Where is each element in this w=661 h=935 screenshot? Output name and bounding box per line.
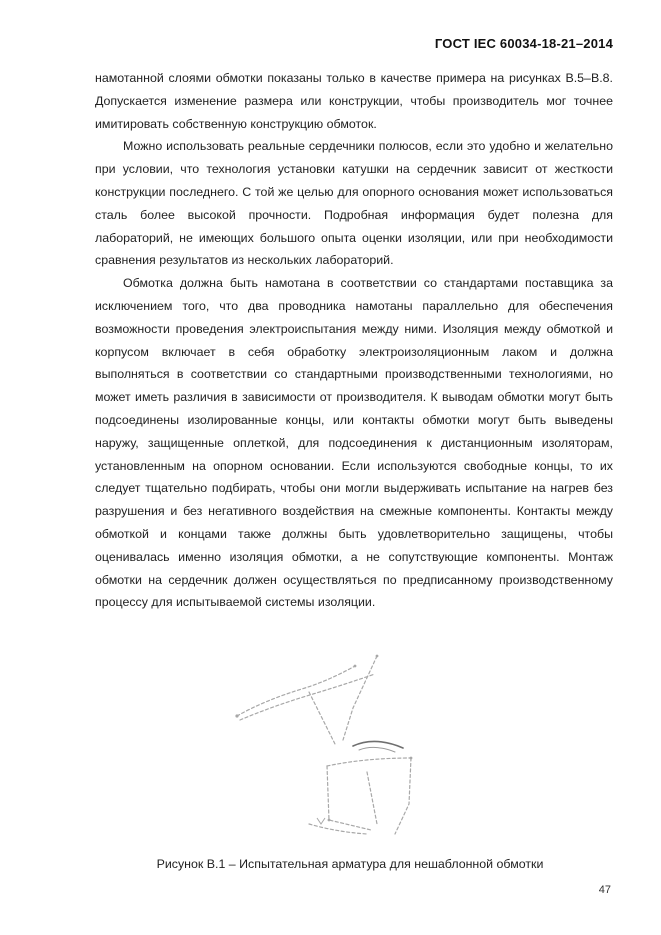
fixture-node-5 [328, 819, 331, 822]
figure-caption: Рисунок В.1 – Испытательная арматура для нешаблонной обмотки [156, 857, 544, 871]
page-number: 47 [598, 884, 611, 896]
fixture-arm-lower [240, 674, 375, 720]
standard-header: ГОСТ IEC 60034-18-21–2014 [434, 36, 613, 51]
paragraph-1: намотанной слоями обмотки показаны только в качестве примера на рисунках В.5–В.8. Допускается изменение размера или конструкции, чтобы производитель мог точнее имитировать собственную конструкцию обмоток. [95, 71, 613, 131]
fixture-mark [317, 818, 325, 824]
test-fixture-drawing [225, 648, 465, 848]
fixture-coil [353, 741, 403, 748]
fixture-base-top [327, 758, 411, 766]
body-text [95, 67, 613, 614]
fixture-lead-left [309, 692, 335, 744]
fixture-coil-inner [359, 747, 395, 752]
fixture-node-3 [376, 655, 379, 658]
paragraph-2: Можно использовать реальные сердечники полюсов, если это удобно и желательно при условии, что технология установки катушки на сердечник зависит от жесткости конструкции последнего. С той же целью для опорного основания может использоваться сталь более высокой прочности. Подробная информация будет полезна для лабораторий, не имеющих большого опыта оценки изоляции, или при необходимости сравнения результатов из нескольких лабораторий. [95, 139, 613, 268]
fixture-lead-right [343, 656, 377, 740]
paragraph-3: Обмотка должна быть намотана в соответствии со стандартами поставщика за исключением того, что два проводника намотаны параллельно для обеспечения возможности проведения электроиспытания между ними. Изоляция между обмоткой и корпусом включает в себя обработку электроизоляционным лаком и должна выполняться в соответствии со стандартными производственными технологиями, но может иметь различия в зависимости от производителя. К выводам обмотки могут быть подсоединены изолированные концы, или контакты обмотки могут быть выведены наружу, защищенные оплеткой, для подсоединения к дистанционным изоляторам, установленным на опорном основании. Если используются свободные концы, то их следует тщательно подбирать, чтобы они могли выдерживать испытание на нагрев без разрушения и без негативного воздействия на смежные компоненты. Контакты между обмоткой и концами также должны быть удовлетворительно защищены, чтобы оценивалась именно изоляция обмотки, а не сопутствующие компоненты. Монтаж обмотки на сердечник должен осуществляться по предписанному производственному процессу для испытываемой системы изоляции. [95, 276, 613, 610]
fixture-node-2 [354, 665, 357, 668]
fixture-base-right [395, 758, 411, 834]
fixture-arm-upper [237, 666, 355, 716]
fixture-node-4 [410, 757, 413, 760]
fixture-node-1 [235, 714, 238, 717]
fixture-foot [309, 824, 367, 834]
figure-test-fixture [225, 648, 465, 848]
fixture-base-left [327, 766, 371, 830]
fixture-support [367, 772, 377, 824]
